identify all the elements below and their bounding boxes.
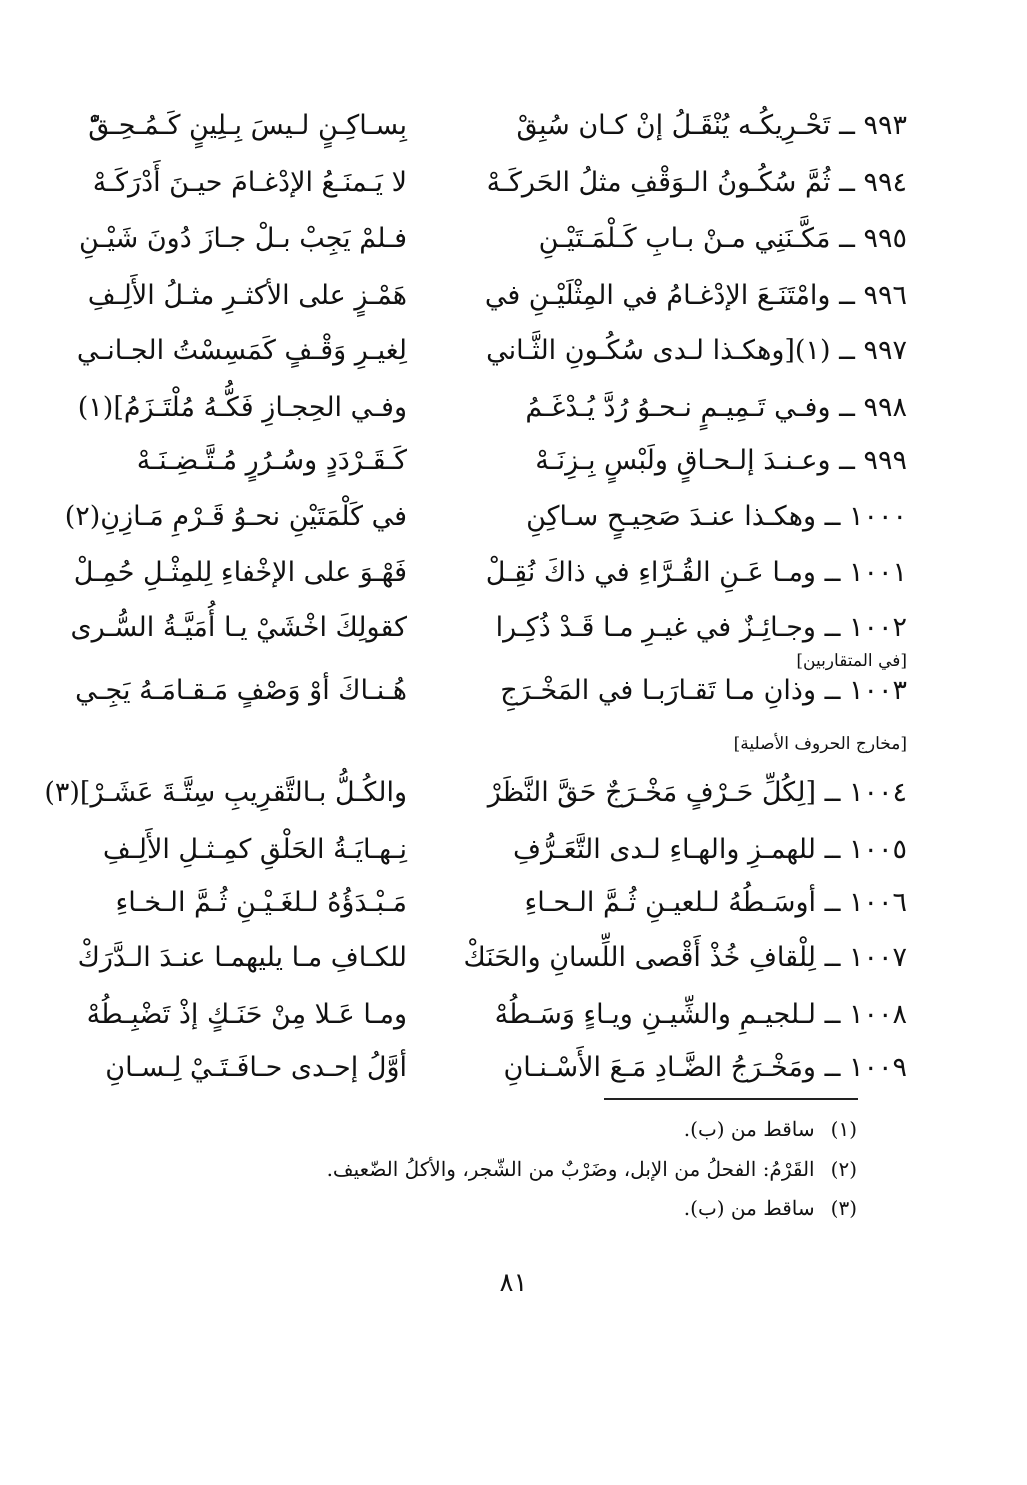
verse-first-hemistich (463, 930, 907, 986)
hemistich-text: وجـائِـزٌ في غيـرِ مـا قَـدْ ذُكِـرا (495, 612, 816, 643)
verse-number: ١٠٠٢ (848, 612, 907, 643)
verse-first-hemistich (494, 987, 907, 1043)
footnote-text: ساقط من (ب). (683, 1196, 815, 1220)
verse-dash: ــ (830, 392, 864, 423)
hemistich-text: وفـي تَـمِيـمٍ نـحـوُ رُدَّ يُـدْغَـمُ (525, 392, 831, 423)
verse-dash: ــ (830, 223, 864, 254)
verse-second-hemistich: ومـا عَـلا مِنْ حَنَـكٍ إذْ تَضْبِـطُهْ (86, 999, 407, 1030)
verse-line (0, 600, 1027, 656)
hemistich-text: لِلْقافِ خُذْ أَقْصى اللِّسانِ والحَنَكْ (463, 942, 816, 973)
footnote-text: القَرْمُ: الفحلُ من الإبل، وضَرْبٌ من الشّجر، والأكلُ الضّعيف. (326, 1157, 815, 1181)
verse-number: ١٠٠١ (848, 557, 907, 588)
verse-number: ١٠٠٨ (848, 999, 907, 1030)
verse-dash: ــ (815, 557, 849, 588)
verse-second-hemistich: مَـبْـدَؤُهُ لـلغَـيْـنِ ثُـمَّ الـخـاءِ (115, 887, 407, 918)
footnote (684, 1193, 857, 1223)
verse-second-hemistich: بِسـاكِـنٍ لـيسَ بِـلِينٍ كَـمُـحِـقّْ (88, 110, 407, 141)
hemistich-text: وامْتَنَـعَ الإدْغـامُ في المِثْلَيْـنِ في (484, 280, 831, 311)
verse-dash: ــ (815, 777, 849, 808)
verse-number: ١٠٠٧ (848, 942, 907, 973)
verse-second-hemistich: نِـهـايَـةُ الحَلْقِ كمِـثـلِ الأَلِـفِ (102, 834, 407, 865)
verse-dash: ــ (830, 280, 864, 311)
verse-line (0, 489, 1027, 545)
section-heading: [مخارج الحروف الأصلية] (733, 734, 907, 754)
footnote (327, 1154, 857, 1184)
verse-first-hemistich (485, 545, 907, 601)
verse-number: ٩٩٨ (863, 392, 907, 423)
verse-number: ٩٩٤ (863, 167, 907, 198)
section-heading: [في المتقاربين] (796, 651, 907, 671)
verse-number: ١٠٠٣ (848, 675, 907, 706)
verse-dash: ــ (830, 445, 864, 476)
verse-first-hemistich (526, 489, 907, 545)
verse-second-hemistich: هُـنـاكَ أوْ وَصْفٍ مَـقـامَـهُ يَجِـي (75, 675, 407, 706)
footnote-mark: (٣) (830, 1196, 857, 1220)
footnote-text: ساقط من (ب). (683, 1117, 815, 1141)
verse-line (0, 268, 1027, 324)
verse-first-hemistich (538, 211, 907, 267)
hemistich-text: لـلجيـمِ والشِّيـنِ ويـاءٍ وَسَـطُهْ (494, 999, 816, 1030)
verse-dash: ــ (830, 335, 864, 366)
footnote-mark: (٢) (830, 1157, 857, 1181)
verse-second-hemistich: والكُـلُّ بـالتَّقرِيبِ سِتَّـةَ عَشَـرْ](٣) (44, 777, 407, 808)
verse-first-hemistich (513, 822, 907, 878)
verse-second-hemistich: لا يَـمنَـعُ الإدْغـامَ حيـنَ أَدْرَكَـهْ (92, 167, 407, 198)
hemistich-text: ثُمَّ سُكُـونُ الـوَقْفِ مثلُ الحَركَـهْ (486, 167, 831, 198)
verse-second-hemistich: أوَّلُ إحـدى حـافَـتَـيْ لِـسـانِ (105, 1052, 407, 1083)
verse-dash: ــ (815, 675, 849, 706)
verse-line (0, 822, 1027, 878)
verse-dash: ــ (815, 612, 849, 643)
verse-line (0, 875, 1027, 931)
verse-first-hemistich (487, 765, 907, 821)
verse-line (0, 211, 1027, 267)
verse-line (0, 545, 1027, 601)
verse-second-hemistich: هَمْـزٍ على الأكثـرِ مثـلُ الأَلِـفِ (87, 280, 407, 311)
verse-number: ١٠٠٩ (848, 1052, 907, 1083)
hemistich-text: وهكـذا عنـدَ صَحِيـحٍ سـاكِنِ (526, 501, 816, 532)
verse-line (0, 1040, 1027, 1096)
verse-line (0, 323, 1027, 379)
verse-second-hemistich: في كَلْمَتَيْنِ نحـوُ قَـرْمِ مَـازِنِ(٢) (64, 501, 407, 532)
hemistich-text: مَكَّـنَنِي مـنْ بـابِ كَـلْمَـتَيْـنِ (538, 223, 831, 254)
hemistich-text: وذانِ مـا تَقـارَبـا في المَخْـرَجِ (500, 675, 816, 706)
footnote-divider (604, 1098, 858, 1100)
verse-number: ٩٩٧ (863, 335, 907, 366)
verse-dash: ــ (815, 999, 849, 1030)
verse-second-hemistich: وفـي الحِجـازِ فَكُّـهُ مُلْتَـزَمُ](١) (77, 392, 407, 423)
hemistich-text: ومـا عَـنِ القُـرَّاءِ في ذاكَ نُقِـلْ (485, 557, 816, 588)
verse-dash: ــ (815, 942, 849, 973)
verse-number: ١٠٠٥ (848, 834, 907, 865)
verse-number: ١٠٠٠ (848, 501, 907, 532)
verse-number: ٩٩٩ (863, 445, 907, 476)
hemistich-text: [لِكُلِّ حَـرْفٍ مَخْـرَجٌ حَقَّ النَّظَرْ (487, 777, 816, 808)
verse-first-hemistich (516, 98, 907, 154)
verse-second-hemistich: فـلمْ يَجِبْ بـلْ جـازَ دُونَ شَيْـنِ (79, 223, 407, 254)
verse-first-hemistich (495, 600, 907, 656)
verse-line (0, 433, 1027, 489)
verse-line (0, 98, 1027, 154)
verse-dash: ــ (830, 167, 864, 198)
verse-first-hemistich (503, 1040, 907, 1096)
hemistich-text: للهمـزِ والهـاءِ لـدى التَّعَـرُّفِ (513, 834, 816, 865)
verse-second-hemistich: فَهْـوَ على الإخْفاءِ لِلمِثْـلِ حُمِـلْ (73, 557, 407, 588)
verse-first-hemistich (486, 155, 907, 211)
verse-dash: ــ (815, 834, 849, 865)
verse-second-hemistich: كقولِكَ اخْشَيْ يـا أُمَيَّـةُ السُّـرى (70, 612, 407, 643)
verse-first-hemistich (484, 268, 907, 324)
verse-second-hemistich: كَـقَـرْدَدٍ وسُـرُرٍ مُـتَّـضِـنَـهْ (136, 445, 407, 476)
hemistich-text: (١)[وهكـذا لـدى سُكُـونِ الثَّـاني (486, 335, 831, 366)
verse-second-hemistich: لِغيـرِ وَقْـفٍ كَمَسِسْتُ الجـانـي (76, 335, 407, 366)
verse-dash: ــ (815, 1052, 849, 1083)
verse-line (0, 930, 1027, 986)
verse-dash: ــ (815, 887, 849, 918)
verse-first-hemistich (525, 380, 907, 436)
verse-number: ١٠٠٦ (848, 887, 907, 918)
verse-line (0, 987, 1027, 1043)
verse-first-hemistich (524, 875, 907, 931)
verse-dash: ــ (815, 501, 849, 532)
verse-second-hemistich: للكـافِ مـا يليهمـا عنـدَ الـدَّرَكْ (77, 942, 407, 973)
hemistich-text: تَحْـرِيكُـه يُنْقَـلُ إنْ كـان سُبِقْ (516, 110, 831, 141)
verse-line (0, 380, 1027, 436)
footnote (684, 1114, 857, 1144)
verse-first-hemistich (486, 323, 907, 379)
verse-number: ٩٩٣ (863, 110, 907, 141)
verse-number: ١٠٠٤ (848, 777, 907, 808)
verse-number: ٩٩٥ (863, 223, 907, 254)
hemistich-text: ومَخْـرَجُ الضَّـادِ مَـعَ الأَسْـنـانِ (503, 1052, 816, 1083)
hemistich-text: وعـنـدَ إلـحـاقٍ ولَبْسٍ بِـزِنَـهْ (535, 445, 831, 476)
hemistich-text: أوسَـطُهُ لـلعيـنِ ثُـمَّ الـحـاءِ (524, 887, 816, 918)
page-number: ٨١ (499, 1268, 528, 1298)
verse-line (0, 155, 1027, 211)
footnote-mark: (١) (830, 1117, 857, 1141)
verse-number: ٩٩٦ (863, 280, 907, 311)
verse-line (0, 765, 1027, 821)
verse-first-hemistich (535, 433, 907, 489)
verse-dash: ــ (830, 110, 864, 141)
